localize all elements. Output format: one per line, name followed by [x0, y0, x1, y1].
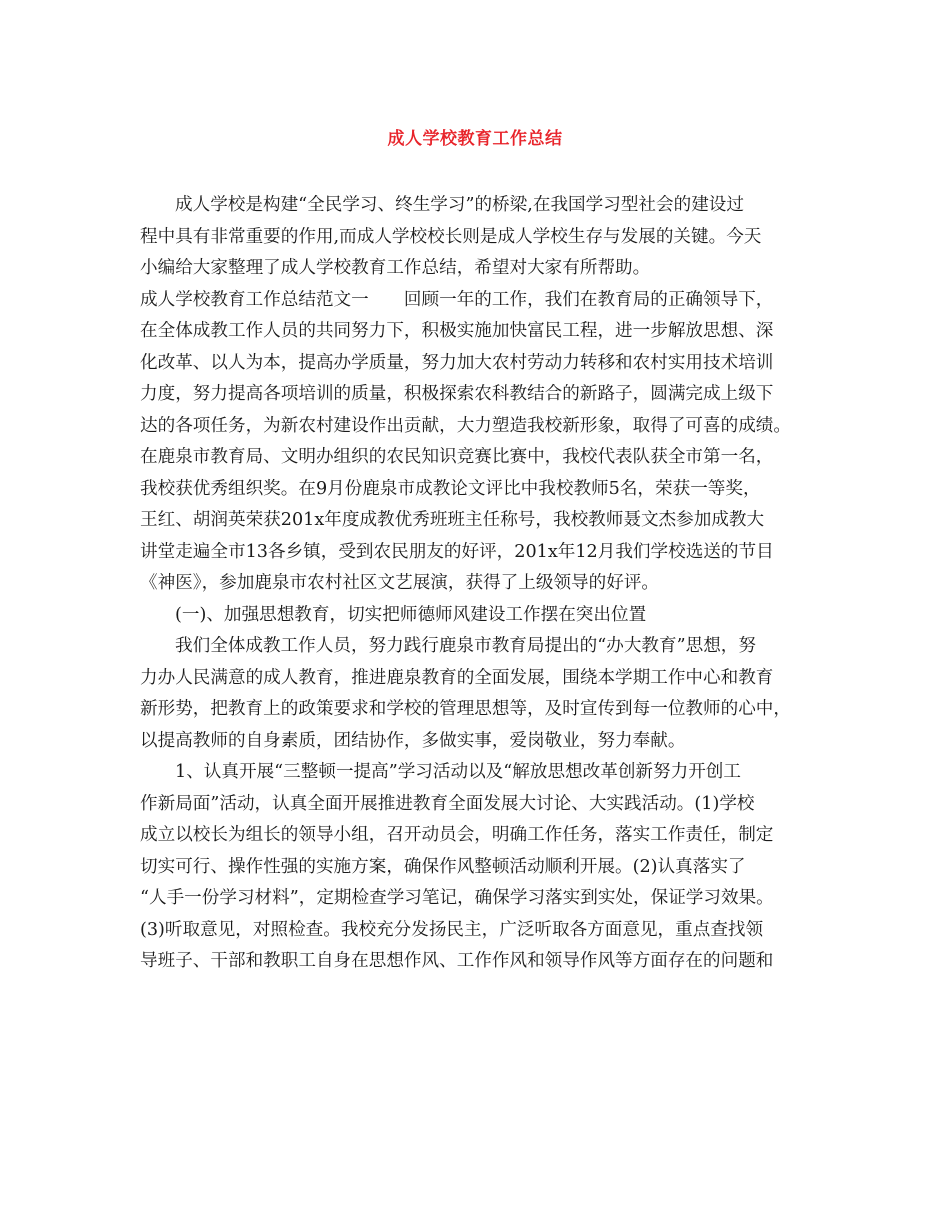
- body-line-25: 导班子、干部和教职工自身在思想作风、工作作风和领导作风等方面存在的问题和: [140, 951, 774, 971]
- body-line-18: 以提高教师的自身素质，团结协作，多做实事，爱岗敬业，努力奉献。: [140, 730, 686, 751]
- body-line-4: 成人学校教育工作总结范文一 回顾一年的工作，我们在教育局的正确领导下，: [140, 289, 774, 310]
- body-line-17: 新形势，把教育上的政策要求和学校的管理思想等，及时宣传到每一位教师的心中，: [140, 699, 791, 719]
- body-line-12: 讲堂走遍全市13各乡镇，受到农民朋友的好评，201x年12月我们学校选送的节目: [140, 541, 774, 562]
- body-line-1: 成人学校是构建“全民学习、终生学习”的桥梁,在我国学习型社会的建设过: [175, 195, 744, 215]
- body-line-6: 化改革、以人为本，提高办学质量，努力加大农村劳动力转移和农村实用技术培训: [140, 352, 774, 373]
- body-line-16: 力办人民满意的成人教育，推进鹿泉教育的全面发展，围绕本学期工作中心和教育: [140, 667, 774, 688]
- body-line-20: 作新局面”活动，认真全面开展推进教育全面发展大讨论、大实践活动。(1)学校: [140, 793, 755, 814]
- body-line-24: (3)听取意见，对照检查。我校充分发扬民主，广泛听取各方面意见，重点查找领: [140, 919, 764, 940]
- body-line-9: 在鹿泉市教育局、文明办组织的农民知识竞赛比赛中，我校代表队获全市第一名，: [140, 447, 774, 467]
- body-line-14: (一)、加强思想教育，切实把师德师风建设工作摆在突出位置: [175, 604, 647, 625]
- body-line-21: 成立以校长为组长的领导小组，召开动员会，明确工作任务，落实工作责任，制定: [140, 825, 774, 845]
- body-line-3: 小编给大家整理了成人学校教育工作总结，希望对大家有所帮助。: [140, 258, 651, 278]
- body-line-2: 程中具有非常重要的作用,而成人学校校长则是成人学校生存与发展的关键。今天: [140, 226, 762, 247]
- body-line-23: “人手一份学习材料”，定期检查学习笔记，确保学习落实到实处，保证学习效果。: [140, 888, 774, 908]
- body-line-8: 达的各项任务，为新农村建设作出贡献，大力塑造我校新形象，取得了可喜的成绩。: [140, 415, 791, 436]
- body-line-19: 1、认真开展“三整顿一提高”学习活动以及“解放思想改革创新努力开创工: [175, 762, 741, 782]
- body-line-15: 我们全体成教工作人员，努力践行鹿泉市教育局提出的“办大教育”思想，努: [175, 636, 756, 656]
- body-line-5: 在全体成教工作人员的共同努力下，积极实施加快富民工程，进一步解放思想、深: [140, 321, 774, 341]
- body-line-13: 《神医》，参加鹿泉市农村社区文艺展演，获得了上级领导的好评。: [140, 573, 660, 593]
- body-line-7: 力度，努力提高各项培训的质量，积极探索农科教结合的新路子，圆满完成上级下: [140, 384, 774, 404]
- document-title: 成人学校教育工作总结: [387, 129, 563, 149]
- body-line-10: 我校获优秀组织奖。在9月份鹿泉市成教论文评比中我校教师5名，荣获一等奖，: [140, 478, 761, 499]
- body-line-11: 王红、胡润英荣获201x年度成教优秀班班主任称号，我校教师聂文杰参加成教大: [140, 510, 765, 530]
- body-line-22: 切实可行、操作性强的实施方案，确保作风整顿活动顺利开展。(2)认真落实了: [140, 856, 746, 877]
- document-body: [140, 190, 820, 978]
